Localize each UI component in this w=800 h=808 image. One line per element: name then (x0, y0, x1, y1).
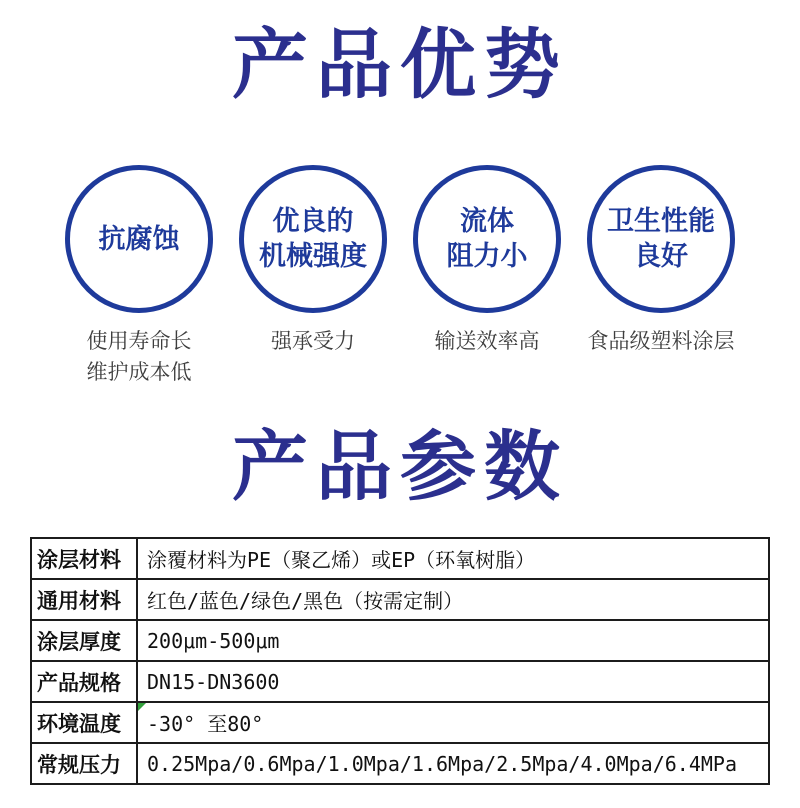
row-value: 红色/蓝色/绿色/黑色（按需定制） (137, 579, 769, 620)
row-value (137, 702, 769, 743)
table-row-general-material (31, 579, 769, 620)
circle-label-line: 机械强度 (259, 241, 367, 272)
table-row-standard-pressure (31, 743, 769, 784)
advantage-caption (435, 327, 540, 357)
advantage-item-hygienic (585, 165, 737, 388)
row-value: 200μm-500μm (137, 620, 769, 661)
parameters-table (30, 537, 770, 785)
parameters-title: 产品参数 (232, 425, 568, 511)
row-value-text: -30° 至80° (147, 712, 264, 737)
cell-flag-triangle-icon (138, 703, 146, 711)
row-label: 环境温度 (31, 702, 137, 743)
advantages-row (0, 165, 800, 388)
caption-line: 输送效率高 (434, 330, 540, 354)
table-row-ambient-temperature (31, 702, 769, 743)
table-row-coating-thickness (31, 620, 769, 661)
row-label: 涂层材料 (31, 538, 137, 579)
circle-label-line: 阻力小 (446, 241, 528, 272)
circle-label-line: 优良的 (272, 206, 354, 237)
caption-line: 强承受力 (271, 330, 355, 354)
advantage-circle (239, 165, 387, 313)
advantage-item-low-fluid-resistance (411, 165, 563, 388)
circle-label-line: 良好 (634, 241, 688, 272)
row-label: 涂层厚度 (31, 620, 137, 661)
advantage-caption (87, 327, 192, 388)
table-row-product-spec (31, 661, 769, 702)
circle-label-line: 流体 (460, 206, 514, 237)
advantage-caption (588, 327, 735, 357)
row-value: 0.25Mpa/0.6Mpa/1.0Mpa/1.6Mpa/2.5Mpa/4.0Mpa/6.4MPa (137, 743, 769, 784)
advantage-circle (413, 165, 561, 313)
advantages-title: 产品优势 (232, 23, 568, 108)
advantage-circle (587, 165, 735, 313)
row-value: 涂覆材料为PE（聚乙烯）或EP（环氧树脂） (137, 538, 769, 579)
circle-label-line: 卫生性能 (607, 206, 715, 237)
row-label: 通用材料 (31, 579, 137, 620)
advantage-item-anticorrosion (63, 165, 215, 388)
row-label: 常规压力 (31, 743, 137, 784)
caption-line: 使用寿命长 (86, 330, 192, 354)
row-value: DN15-DN3600 (137, 661, 769, 702)
advantage-circle (65, 165, 213, 313)
advantage-item-mechanical-strength (237, 165, 389, 388)
caption-line: 维护成本低 (86, 360, 192, 384)
caption-line: 食品级塑料涂层 (587, 330, 735, 354)
advantage-caption (271, 327, 355, 357)
table-row-coating-material (31, 538, 769, 579)
row-label: 产品规格 (31, 661, 137, 702)
circle-label-line: 抗腐蚀 (98, 223, 180, 254)
